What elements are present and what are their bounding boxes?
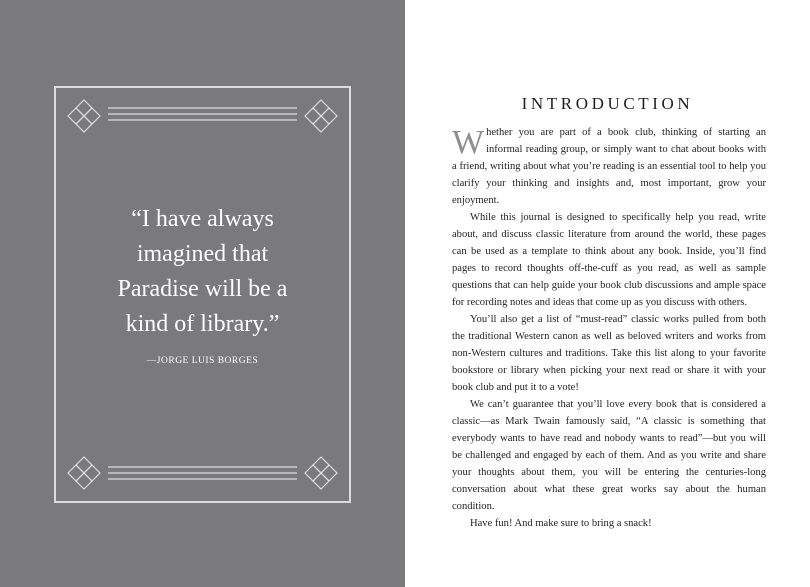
paragraph: You’ll also get a list of “must-read” classic works pulled from both the traditional Western canon as well as beloved writers and works from non-Western cultures and traditions. Take this list along to your favorite bookstore or library when picking your next read or share it with your book club and put it to a vote! [452,314,766,393]
diamond-ornament-bottom-right [305,457,337,489]
paragraph: While this journal is designed to specifically help you read, write about, and discuss classic literature from around the world, these pages can be used as a template to think about any book. Inside, you’ll find pages to record thoughts off-the-cuff as you read, as well as sample questions that can help guide your book club discussions and ample space for recording notes and ideas that come up as you discuss with others. [452,212,766,308]
quote-attribution: —JORGE LUIS BORGES [146,356,259,366]
paragraph: Have fun! And make sure to bring a snack! [470,518,652,529]
page-title: INTRODUCTION [521,94,694,113]
introduction-body [452,124,766,532]
paragraph [452,124,766,209]
quote-line: kind of library.” [125,311,280,337]
diamond-ornament-top-left [68,100,100,132]
paragraph: We can’t guarantee that you’ll love every book that is considered a classic—as Mark Twain famously said, “A classic is something that everybody wants to have read and nobody wants to read”—but you will be challenged and engaged by each of them. And as you write and share your thoughts about them, you will be entering the centuries-long conversation about what these great works say about the human condition. [452,399,766,512]
quote-line: imagined that [136,241,269,267]
quote-line: “I have always [131,206,274,232]
drop-cap: W [452,124,485,161]
diamond-ornament-top-right [305,100,337,132]
paragraph-text: hether you are part of a book club, thinking of starting an informal reading group, or simply want to chat about books with a friend, writing about what you’re reading is an essential tool to help you clarify your thinking and insights and, most important, grow your enjoyment. [452,127,766,206]
quote-line: Paradise will be a [117,276,288,302]
epigraph-quote [0,202,405,342]
diamond-ornament-bottom-left [68,457,100,489]
